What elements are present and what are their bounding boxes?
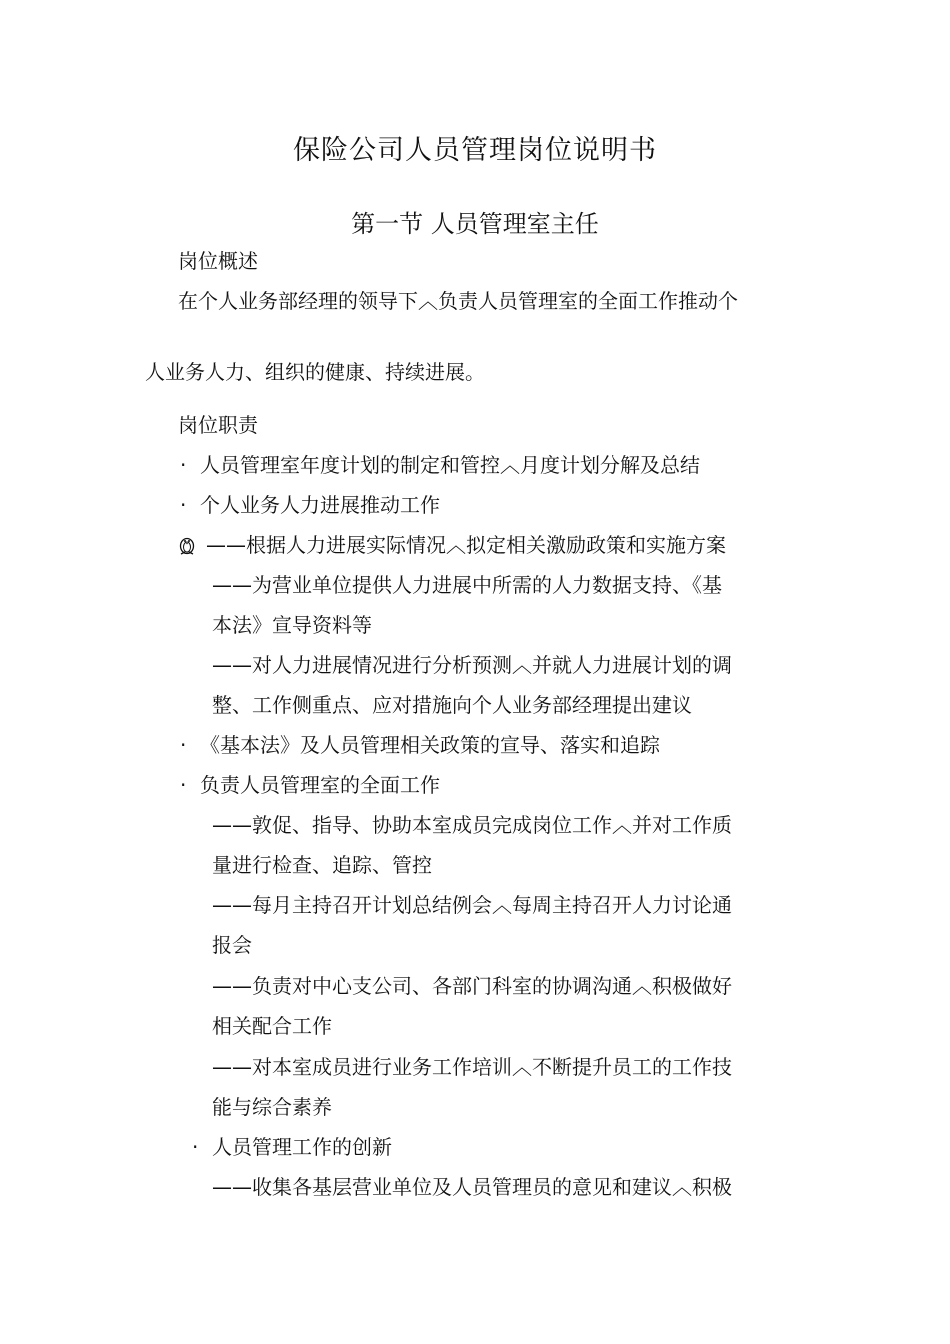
duty-sub-item-line-2: 量进行检查、追踪、管控 — [212, 853, 432, 877]
overview-paragraph-line-1: 在个人业务部经理的领导下︿负责人员管理室的全面工作推动个 — [178, 289, 738, 313]
duty-text: 人员管理室年度计划的制定和管控︿月度计划分解及总结 — [200, 453, 700, 477]
duty-item — [180, 490, 440, 520]
duty-sub-item-line-1: ——收集各基层营业单位及人员管理员的意见和建议︿积极 — [212, 1175, 732, 1199]
duty-item — [180, 730, 660, 760]
bullet-icon: · — [192, 1135, 199, 1159]
document-title: 保险公司人员管理岗位说明书 — [293, 135, 657, 166]
duty-sub-item-line-1: ——每月主持召开计划总结例会︿每周主持召开人力讨论通 — [212, 893, 732, 917]
duty-sub-item-line-2: 报会 — [212, 933, 252, 957]
overview-heading: 岗位概述 — [178, 249, 258, 273]
duty-item — [192, 1132, 392, 1162]
bullet-icon: · — [180, 773, 187, 797]
duty-text: 《基本法》及人员管理相关政策的宣导、落实和追踪 — [200, 733, 660, 757]
duty-sub-item-line-1: ——敦促、指导、协助本室成员完成岗位工作︿并对工作质 — [212, 813, 732, 837]
duty-sub-item-line-2: 相关配合工作 — [212, 1014, 332, 1038]
penguin-icon — [176, 533, 198, 555]
duty-sub-item-line-1: ——对人力进展情况进行分析预测︿并就人力进展计划的调 — [212, 653, 732, 677]
duty-sub-item-line-2: 本法》宣导资料等 — [212, 613, 372, 637]
duty-sub-item — [176, 530, 726, 560]
section-title: 第一节 人员管理室主任 — [351, 210, 599, 238]
duty-sub-item-line-1: ——负责对中心支公司、各部门科室的协调沟通︿积极做好 — [212, 974, 732, 998]
duties-heading: 岗位职责 — [178, 413, 258, 437]
duty-item — [180, 450, 700, 480]
bullet-icon: · — [180, 733, 187, 757]
bullet-icon: · — [180, 453, 187, 477]
duty-text: 个人业务人力进展推动工作 — [200, 493, 440, 517]
duty-text: 人员管理工作的创新 — [212, 1135, 392, 1159]
duty-sub-item-line-2: 整、工作侧重点、应对措施向个人业务部经理提出建议 — [212, 693, 692, 717]
bullet-icon: · — [180, 493, 187, 517]
duty-text: ——根据人力进展实际情况︿拟定相关激励政策和实施方案 — [206, 533, 726, 557]
duty-sub-item-line-1: ——对本室成员进行业务工作培训︿不断提升员工的工作技 — [212, 1055, 732, 1079]
overview-paragraph-line-2: 人业务人力、组织的健康、持续进展。 — [145, 360, 485, 384]
duty-sub-item-line-1: ——为营业单位提供人力进展中所需的人力数据支持、《基 — [212, 573, 722, 597]
duty-item — [180, 770, 440, 800]
duty-text: 负责人员管理室的全面工作 — [200, 773, 440, 797]
duty-sub-item-line-2: 能与综合素养 — [212, 1095, 332, 1119]
